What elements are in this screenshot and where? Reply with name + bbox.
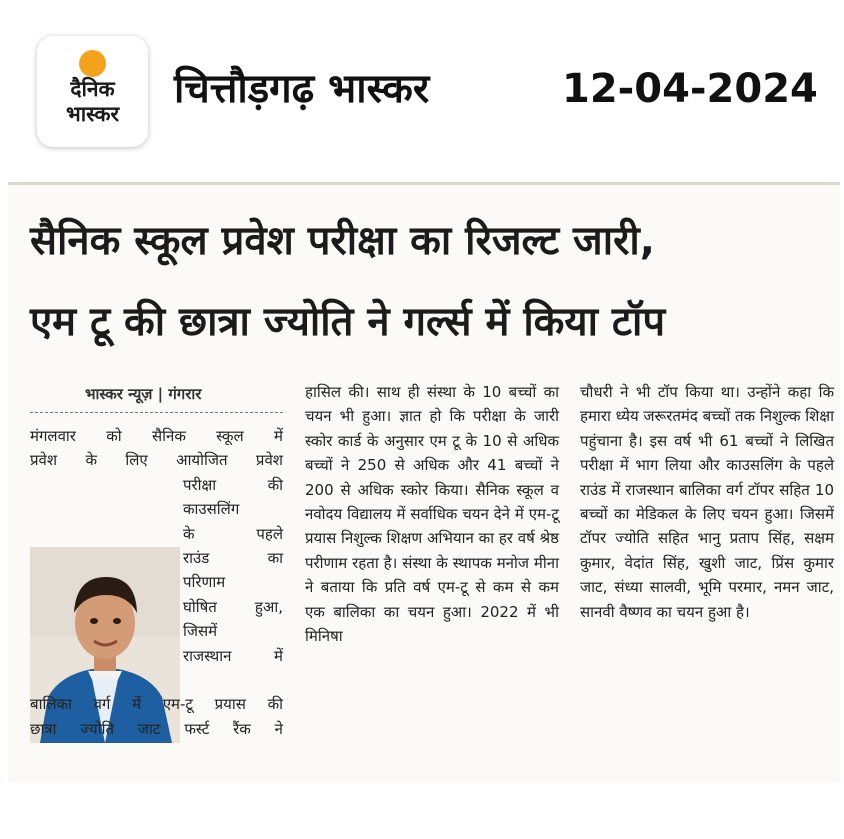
column-2-text: हासिल की। साथ ही संस्था के 10 बच्चों का चयन भी हुआ। ज्ञात हो कि परीक्षा के जारी स्कोर कार्ड के अनुसार एम टू के 10 से अधिक बच्चों ने 250 से अधिक और 41 बच्चों ने 200 से अधिक स्कोर किया। सैनिक स्कूल व नवोदय विद्यालय में सर्वाधिक चयन देने में एम-टू प्रयास निशुल्क शिक्षण अभियान का हर वर्ष श्रेष्ठ परीणाम रहता है। संस्था के स्थापक मनोज मीना ने बताया कि प्रति वर्ष एम-टू से कम से कम एक बालिका का चयन हुआ। 2022 में भी मिनिषा <box>305 383 559 646</box>
page-header <box>0 0 844 170</box>
dainik-bhaskar-logo <box>37 36 148 147</box>
headline-line-1: सैनिक स्कूल प्रवेश परीक्षा का रिजल्ट जारी, <box>30 218 655 264</box>
text-line: परीक्षा की <box>183 475 283 494</box>
text-line: जिसमें <box>183 622 218 641</box>
article-column-3 <box>580 380 834 624</box>
text-line: काउसलिंग <box>183 500 240 519</box>
edition-date: 12-04-2024 <box>562 66 818 112</box>
headline-line-2: एम टू की छात्रा ज्योति ने गर्ल्स में किया टॉप <box>30 299 666 345</box>
byline-divider <box>30 412 283 413</box>
text-line: परिणाम <box>183 573 226 592</box>
sun-icon <box>79 50 106 77</box>
column-3-text: चौधरी ने भी टॉप किया था। उन्होंने कहा कि हमारा ध्येय जरूरतमंद बच्चों तक निशुल्क शिक्षा पहुंचाना है। इस वर्ष भी 61 बच्चों ने लिखित परीक्षा में भाग लिया और काउसलिंग के पहले राउंड में राजस्थान बालिका वर्ग टॉपर सहित 10 बच्चों का मेडिकल के लिए चयन हुआ। जिसमें टॉपर ज्योति सहित भानु प्रताप सिंह, सक्षम कुमार, वेदांत सिंह, खुशी जाट, प्रिंस कुमार जाट, संध्या सालवी, भूमि परमार, नमन जाट, सानवी वैष्णव का चयन हुआ है। <box>580 383 835 621</box>
text-line: छात्रा ज्योति जाट फर्स्ट रैंक ने <box>30 719 283 738</box>
edition-title: चित्तौड़गढ़ भास्कर <box>174 66 430 112</box>
logo-text-line2: भास्कर <box>65 102 120 126</box>
text-line: प्रवेश के लिए आयोजित प्रवेश <box>30 451 283 470</box>
article-column-2 <box>305 380 559 648</box>
text-line: घोषित हुआ, <box>183 597 283 616</box>
byline: भास्कर न्यूज़ | गंगरार <box>85 385 202 403</box>
text-line: बालिका वर्ग में एम-टू प्रयास की <box>30 695 283 714</box>
text-line: के पहले <box>183 524 283 543</box>
text-line: राजस्थान में <box>183 646 283 665</box>
clipping-edge <box>8 182 840 185</box>
logo-text-line1: दैनिक <box>70 77 115 101</box>
text-line: मंगलवार को सैनिक स्कूल में <box>30 427 283 445</box>
text-line: राउंड का <box>183 549 283 567</box>
article-column-1 <box>30 380 283 738</box>
